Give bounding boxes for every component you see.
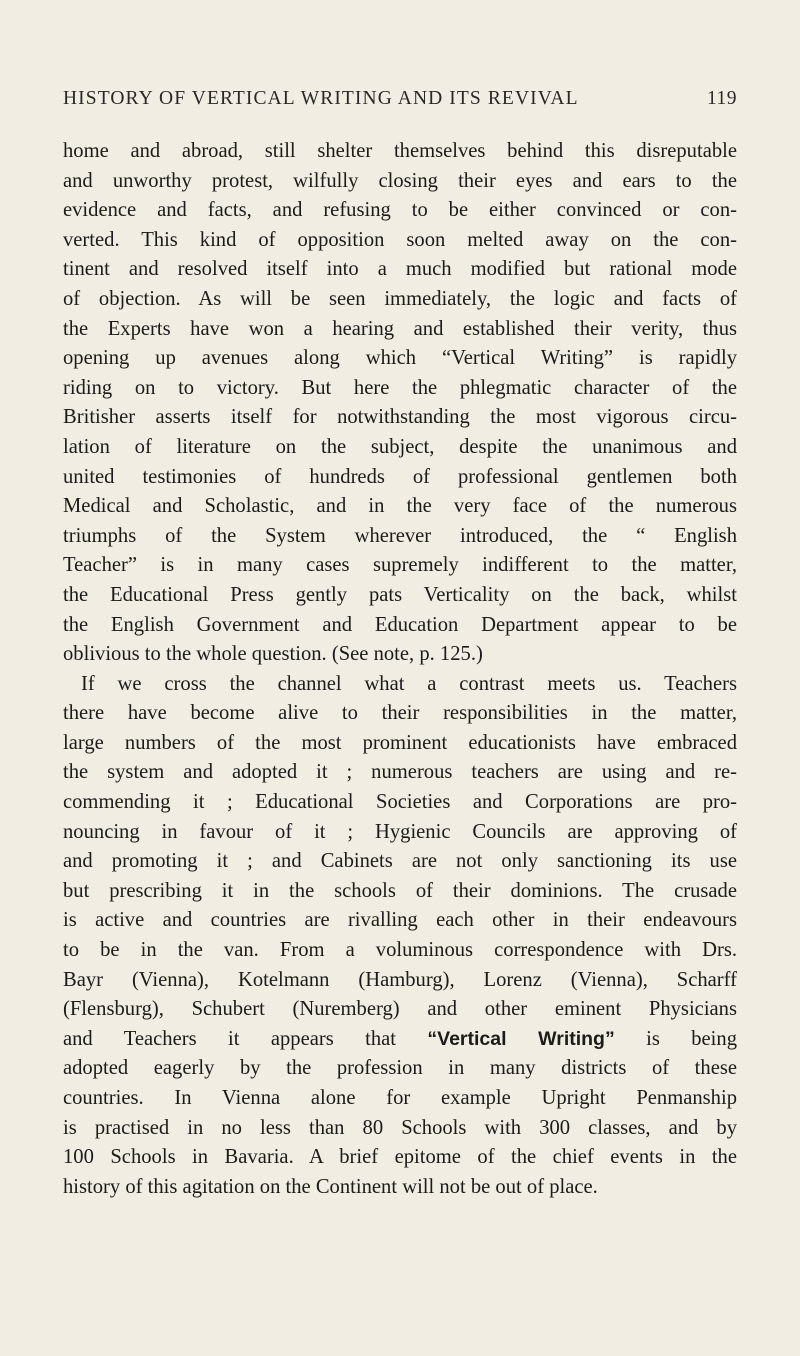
text-line: is active and countries are rivalling each other in their endeavours (63, 909, 737, 932)
emphasized-phrase: “Vertical Writing” (427, 1027, 615, 1050)
text-line: Bayr (Vienna), Kotelmann (Hamburg), Lorenz (Vienna), Scharff (63, 968, 737, 991)
text-segment: and Teachers it appears that (63, 1027, 428, 1050)
paragraph-first-line: If we cross the channel what a contrast meets us. Teachers (81, 672, 737, 695)
text-line: the system and adopted it ; numerous teachers are using and re- (63, 761, 737, 784)
paragraph-end-line: history of this agitation on the Continent will not be out of place. (63, 1175, 598, 1198)
text-line: countries. In Vienna alone for example Upright Penmanship (63, 1087, 737, 1109)
text-line: but prescribing it in the schools of their dominions. The crusade (63, 879, 737, 902)
text-line: Teacher” is in many cases supremely indifferent to the matter, (63, 554, 737, 577)
text-line: and unworthy protest, wilfully closing their eyes and ears to the (63, 169, 737, 192)
text-line: triumphs of the System wherever introduced, the “ English (63, 524, 737, 547)
paragraph-end-line: oblivious to the whole question. (See note, p. 125.) (63, 643, 483, 666)
text-line: home and abroad, still shelter themselves behind this disreputable (63, 140, 737, 162)
text-line: is practised in no less than 80 Schools with 300 classes, and by (63, 1116, 737, 1139)
text-line: united testimonies of hundreds of professional gentlemen both (63, 465, 737, 488)
text-segment: is being (614, 1027, 737, 1050)
text-line: to be in the van. From a voluminous correspondence with Drs. (63, 939, 737, 962)
running-head-title: HISTORY OF VERTICAL WRITING AND ITS REVIVAL (63, 88, 579, 109)
text-line: the English Government and Education Department appear to be (63, 613, 737, 636)
page-number: 119 (706, 88, 737, 109)
text-line: riding on to victory. But here the phlegmatic character of the (63, 376, 737, 399)
body-text (63, 137, 737, 1202)
text-line: verted. This kind of opposition soon melted away on the con- (63, 228, 737, 251)
text-line: lation of literature on the subject, despite the unanimous and (63, 435, 737, 458)
text-line: large numbers of the most prominent educationists have embraced (63, 731, 737, 754)
text-line: the Experts have won a hearing and established their verity, thus (63, 317, 737, 340)
text-line: Britisher asserts itself for notwithstanding the most vigorous circu- (63, 406, 737, 429)
running-head (63, 88, 737, 118)
text-line: (Flensburg), Schubert (Nuremberg) and other eminent Physicians (63, 998, 737, 1021)
text-line: evidence and facts, and refusing to be either convinced or con- (63, 199, 737, 222)
text-line: 100 Schools in Bavaria. A brief epitome of the chief events in the (63, 1146, 737, 1169)
text-line: and promoting it ; and Cabinets are not only sanctioning its use (63, 850, 737, 873)
text-line: commending it ; Educational Societies and Corporations are pro- (63, 791, 737, 814)
text-line: nouncing in favour of it ; Hygienic Councils are approving of (63, 820, 737, 843)
text-line-with-emphasis (63, 1025, 737, 1055)
text-line: of objection. As will be seen immediately, the logic and facts of (63, 287, 737, 310)
text-line: adopted eagerly by the profession in many districts of these (63, 1057, 737, 1080)
text-line: opening up avenues along which “Vertical Writing” is rapidly (63, 347, 737, 370)
text-line: Medical and Scholastic, and in the very face of the numerous (63, 495, 737, 518)
text-line: the Educational Press gently pats Verticality on the back, whilst (63, 583, 737, 606)
text-line: tinent and resolved itself into a much modified but rational mode (63, 258, 737, 281)
text-line: there have become alive to their responsibilities in the matter, (63, 702, 737, 725)
